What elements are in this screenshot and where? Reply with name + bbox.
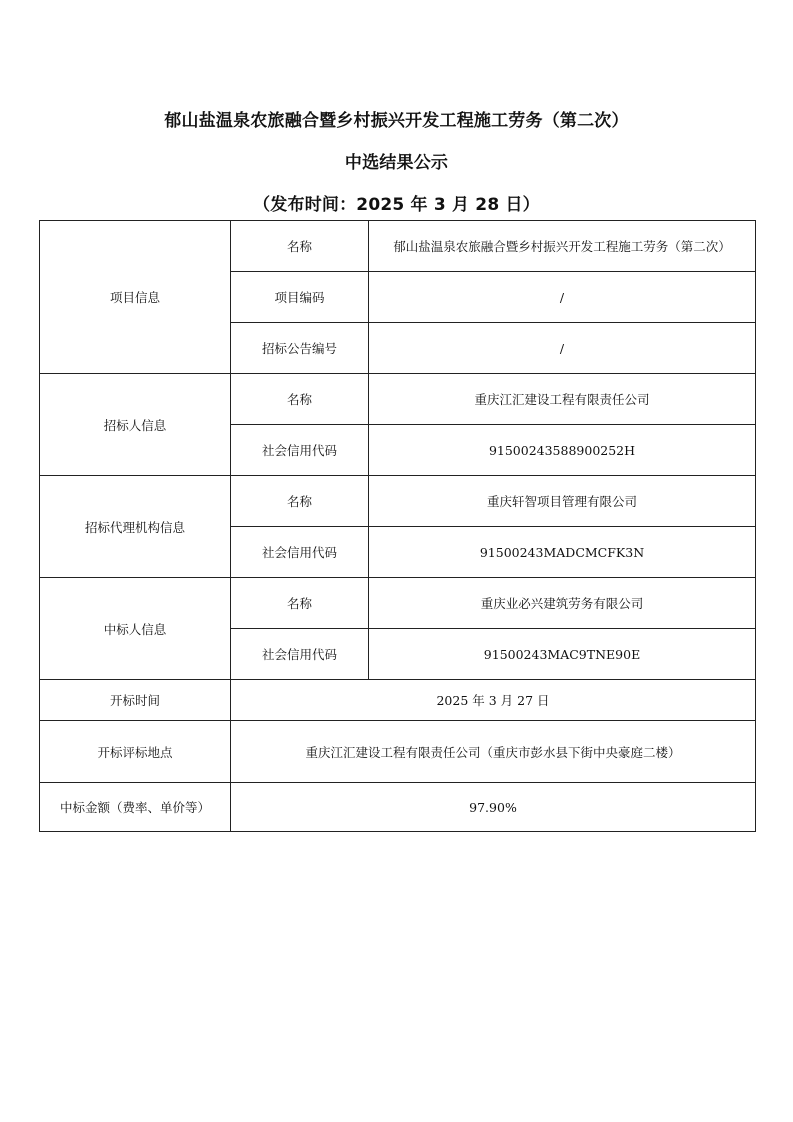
amount-label: 中标金额（费率、单价等） [40, 783, 231, 832]
agency-credit-value: 91500243MADCMCFK3N [369, 527, 756, 578]
tenderer-name-value: 重庆江汇建设工程有限责任公司 [369, 374, 756, 425]
winner-credit-label: 社会信用代码 [231, 629, 369, 680]
notice-number-value: / [369, 323, 756, 374]
section-winner-info: 中标人信息 [40, 578, 231, 680]
notice-number-label: 招标公告编号 [231, 323, 369, 374]
location-value: 重庆江汇建设工程有限责任公司（重庆市彭水县下街中央豪庭二楼） [231, 721, 756, 783]
opening-time-value: 2025 年 3 月 27 日 [231, 680, 756, 721]
table-row [40, 721, 756, 783]
table-row [40, 221, 756, 272]
tenderer-credit-label: 社会信用代码 [231, 425, 369, 476]
project-name-value: 郁山盐温泉农旅融合暨乡村振兴开发工程施工劳务（第二次） [369, 221, 756, 272]
table-row [40, 783, 756, 832]
table-row [40, 680, 756, 721]
section-agency-info: 招标代理机构信息 [40, 476, 231, 578]
agency-name-label: 名称 [231, 476, 369, 527]
table-row [40, 578, 756, 629]
project-code-value: / [369, 272, 756, 323]
winner-credit-value: 91500243MAC9TNE90E [369, 629, 756, 680]
location-label: 开标评标地点 [40, 721, 231, 783]
amount-value: 97.90% [231, 783, 756, 832]
publish-date: （发布时间：2025 年 3 月 28 日） [253, 195, 540, 215]
document-subtitle: 中选结果公示 [344, 153, 449, 173]
tenderer-credit-value: 91500243588900252H [369, 425, 756, 476]
table-row [40, 374, 756, 425]
section-project-info: 项目信息 [40, 221, 231, 374]
agency-credit-label: 社会信用代码 [231, 527, 369, 578]
agency-name-value: 重庆轩智项目管理有限公司 [369, 476, 756, 527]
project-name-label: 名称 [231, 221, 369, 272]
tenderer-name-label: 名称 [231, 374, 369, 425]
result-table [39, 220, 756, 832]
winner-name-value: 重庆业必兴建筑劳务有限公司 [369, 578, 756, 629]
winner-name-label: 名称 [231, 578, 369, 629]
opening-time-label: 开标时间 [40, 680, 231, 721]
table-row [40, 476, 756, 527]
project-code-label: 项目编码 [231, 272, 369, 323]
document-title: 郁山盐温泉农旅融合暨乡村振兴开发工程施工劳务（第二次） [164, 111, 629, 131]
section-tenderer-info: 招标人信息 [40, 374, 231, 476]
